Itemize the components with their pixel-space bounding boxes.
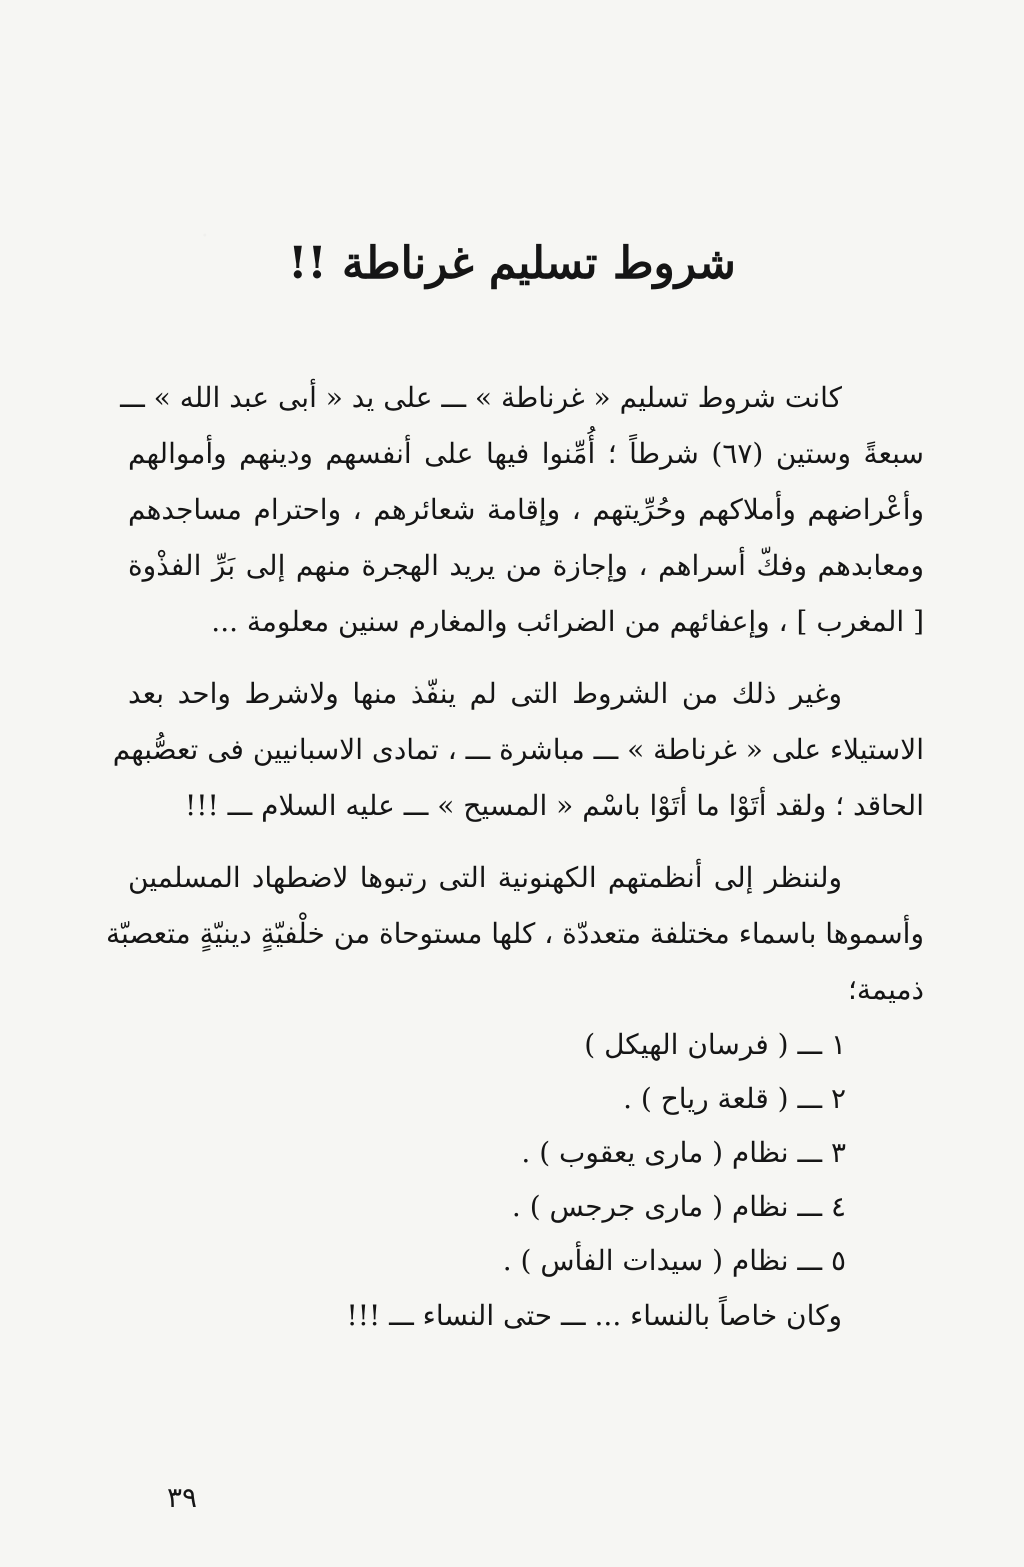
paragraph-3-line-3: ذميمة؛ <box>847 973 924 1006</box>
document-body <box>105 370 924 1344</box>
list-item-5: ٥ ـــ نظام ( سيدات الفأس ) . <box>502 1244 846 1277</box>
order-list <box>128 1018 924 1288</box>
paragraph-gap <box>128 834 924 850</box>
paragraph-gap <box>128 650 924 666</box>
page-title: شروط تسليم غرناطة !! <box>288 238 736 289</box>
paragraph-1-line-2: سبعةً وستين (٦٧) شرطاً ؛ أُمِّنوا فيها على أنفسهم ودينهم وأموالهم <box>128 437 924 470</box>
list-item-4: ٤ ـــ نظام ( مارى جرجس ) . <box>511 1190 846 1223</box>
list-item-2: ٢ ـــ ( قلعة رياح ) . <box>623 1082 846 1115</box>
closing-sentence: وكان خاصاً بالنساء ... ـــ حتى النساء ـــ !!! <box>346 1299 842 1332</box>
paragraph-1-line-5: [ المغرب ] ، وإعفائهم من الضرائب والمغارم سنين معلومة ... <box>211 605 924 638</box>
list-item-1: ١ ـــ ( فرسان الهيكل ) <box>584 1028 846 1061</box>
paragraph-2-line-2: الاستيلاء على « غرناطة » ـــ مباشرة ـــ ، تمادى الاسبانيين فى تعصُّبهم <box>112 733 924 766</box>
paragraph-3-line-1: ولننظر إلى أنظمتهم الكهنونية التى رتبوها لاضطهاد المسلمين <box>128 861 842 894</box>
list-item-3: ٣ ـــ نظام ( مارى يعقوب ) . <box>521 1136 846 1169</box>
paragraph-1-line-4: ومعابدهم وفكّ أسراهم ، وإجازة من يريد الهجرة منهم إلى بَرِّ الفذْوة <box>128 549 924 582</box>
paragraph-2-line-3: الحاقد ؛ ولقد أتَوْا ما أتَوْا باسْم « المسيح » ـــ عليه السلام ـــ !!! <box>184 789 924 822</box>
paragraph-1 <box>120 370 924 650</box>
page-number: ٣٩ <box>166 1481 198 1514</box>
paragraph-1-line-1: كانت شروط تسليم « غرناطة » ـــ على يد « أبى عبد الله » ـــ <box>120 381 842 414</box>
paragraph-2 <box>112 666 924 834</box>
paragraph-3-line-2: وأسموها باسماء مختلفة متعددّة ، كلها مستوحاة من خلْفيّةٍ دينيّةٍ متعصبّة <box>105 917 924 950</box>
paragraph-3 <box>105 850 924 1018</box>
paragraph-1-line-3: وأعْراضهم وأملاكهم وحُرِّيتهم ، وإقامة شعائرهم ، واحترام مساجدهم <box>128 493 924 526</box>
paragraph-2-line-1: وغير ذلك من الشروط التى لم ينفّذ منها ولاشرط واحد بعد <box>128 677 842 710</box>
